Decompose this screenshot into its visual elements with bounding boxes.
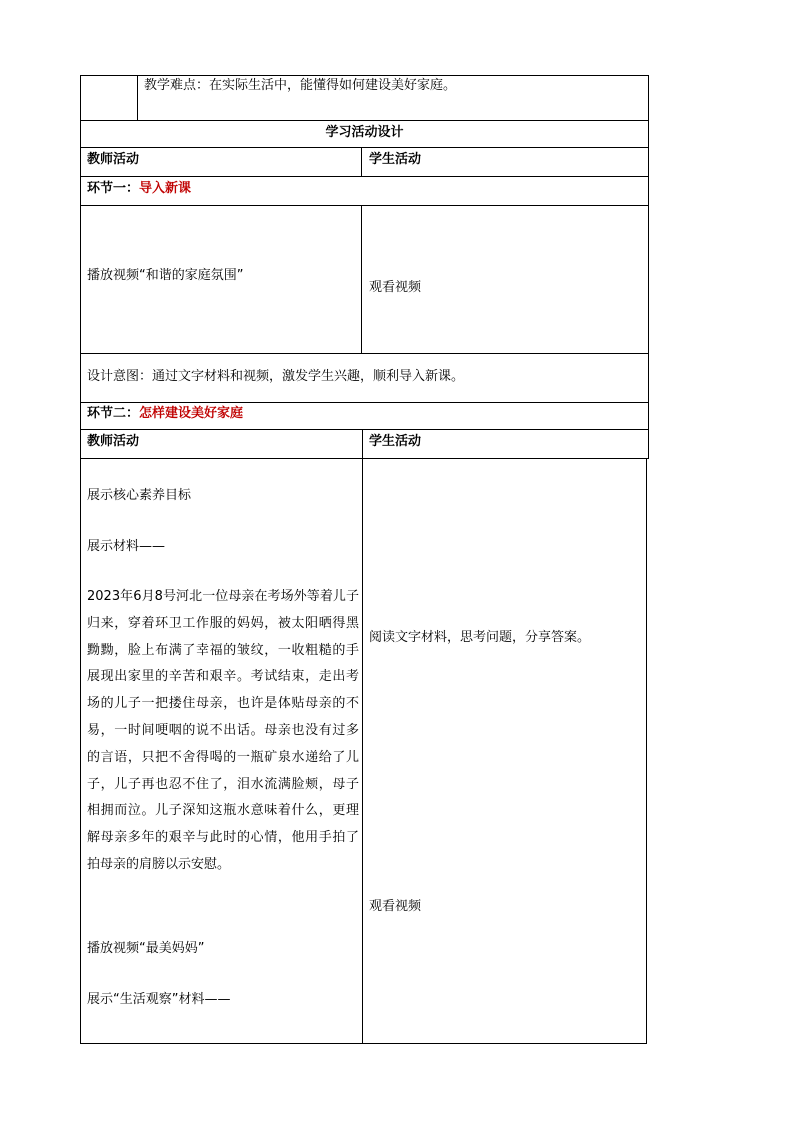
step2-student-item-1: 阅读文字材料，思考问题，分享答案。	[369, 630, 591, 645]
step1-title: 导入新课	[139, 181, 192, 196]
grid-line	[80, 120, 649, 121]
grid-line	[80, 205, 649, 206]
step2-prefix: 环节二：	[87, 406, 140, 421]
step1-student-activity: 观看视频	[369, 280, 422, 295]
table-border-left	[80, 75, 81, 1044]
grid-line	[137, 75, 138, 120]
grid-line	[80, 147, 649, 148]
difficulty-label: 教学难点：	[144, 78, 210, 93]
grid-line	[80, 402, 649, 403]
grid-line	[361, 205, 362, 353]
step1-prefix: 环节一：	[87, 181, 140, 196]
difficulty-text: 在实际生活中，能懂得如何建设美好家庭。	[209, 78, 457, 93]
step2-teacher-item-2: 展示材料——	[87, 539, 166, 554]
header-teacher-2: 教师活动	[87, 434, 140, 449]
step2-teacher-item-4: 播放视频“最美妈妈”	[87, 941, 205, 956]
step2-student-item-2: 观看视频	[369, 899, 422, 914]
grid-line	[361, 147, 362, 176]
grid-line	[80, 176, 649, 177]
grid-line	[80, 1043, 647, 1044]
step2-teacher-item-5: 展示“生活观察”材料——	[87, 992, 231, 1007]
header-teacher: 教师活动	[87, 152, 140, 167]
header-student-2: 学生活动	[369, 434, 422, 449]
step1-teacher-activity: 播放视频“和谐的家庭氛围”	[87, 268, 244, 283]
step2-material-paragraph: 2023年6月8号河北一位母亲在考场外等着儿子归来，穿着环卫工作服的妈妈，被太阳晒得黑黝黝，脸上布满了幸福的皱纹，一收粗糙的手展现出家里的辛苦和艰辛。考试结束，走出考场的儿子一把搂住母亲，也许是体贴母亲的不易，一时间哽咽的说不出话。母亲也没有过多的言语，只把不舍得喝的一瓶矿泉水递给了儿子，儿子再也忍不住了，泪水流满脸颊，母子相拥而泣。儿子深知这瓶水意味着什么，更理解母亲多年的艰辛与此时的心情，他用手拍了拍母亲的肩膀以示安慰。	[87, 589, 359, 872]
grid-line	[362, 429, 363, 458]
difficulty-row	[144, 77, 456, 95]
grid-line	[80, 75, 649, 76]
step2-heading	[87, 405, 243, 423]
header-student: 学生活动	[369, 152, 422, 167]
step2-teacher-item-1: 展示核心素养目标	[87, 488, 192, 503]
step1-design-intent: 设计意图：通过文字材料和视频，激发学生兴趣，顺利导入新课。	[87, 369, 465, 384]
grid-line	[362, 458, 363, 1044]
grid-line	[80, 458, 649, 459]
step1-heading	[87, 180, 191, 198]
grid-line	[80, 353, 649, 354]
step2-title: 怎样建设美好家庭	[139, 406, 244, 421]
grid-line	[80, 429, 649, 430]
section-title: 学习活动设计	[325, 125, 404, 140]
table-border-right-bottom	[646, 458, 647, 1044]
